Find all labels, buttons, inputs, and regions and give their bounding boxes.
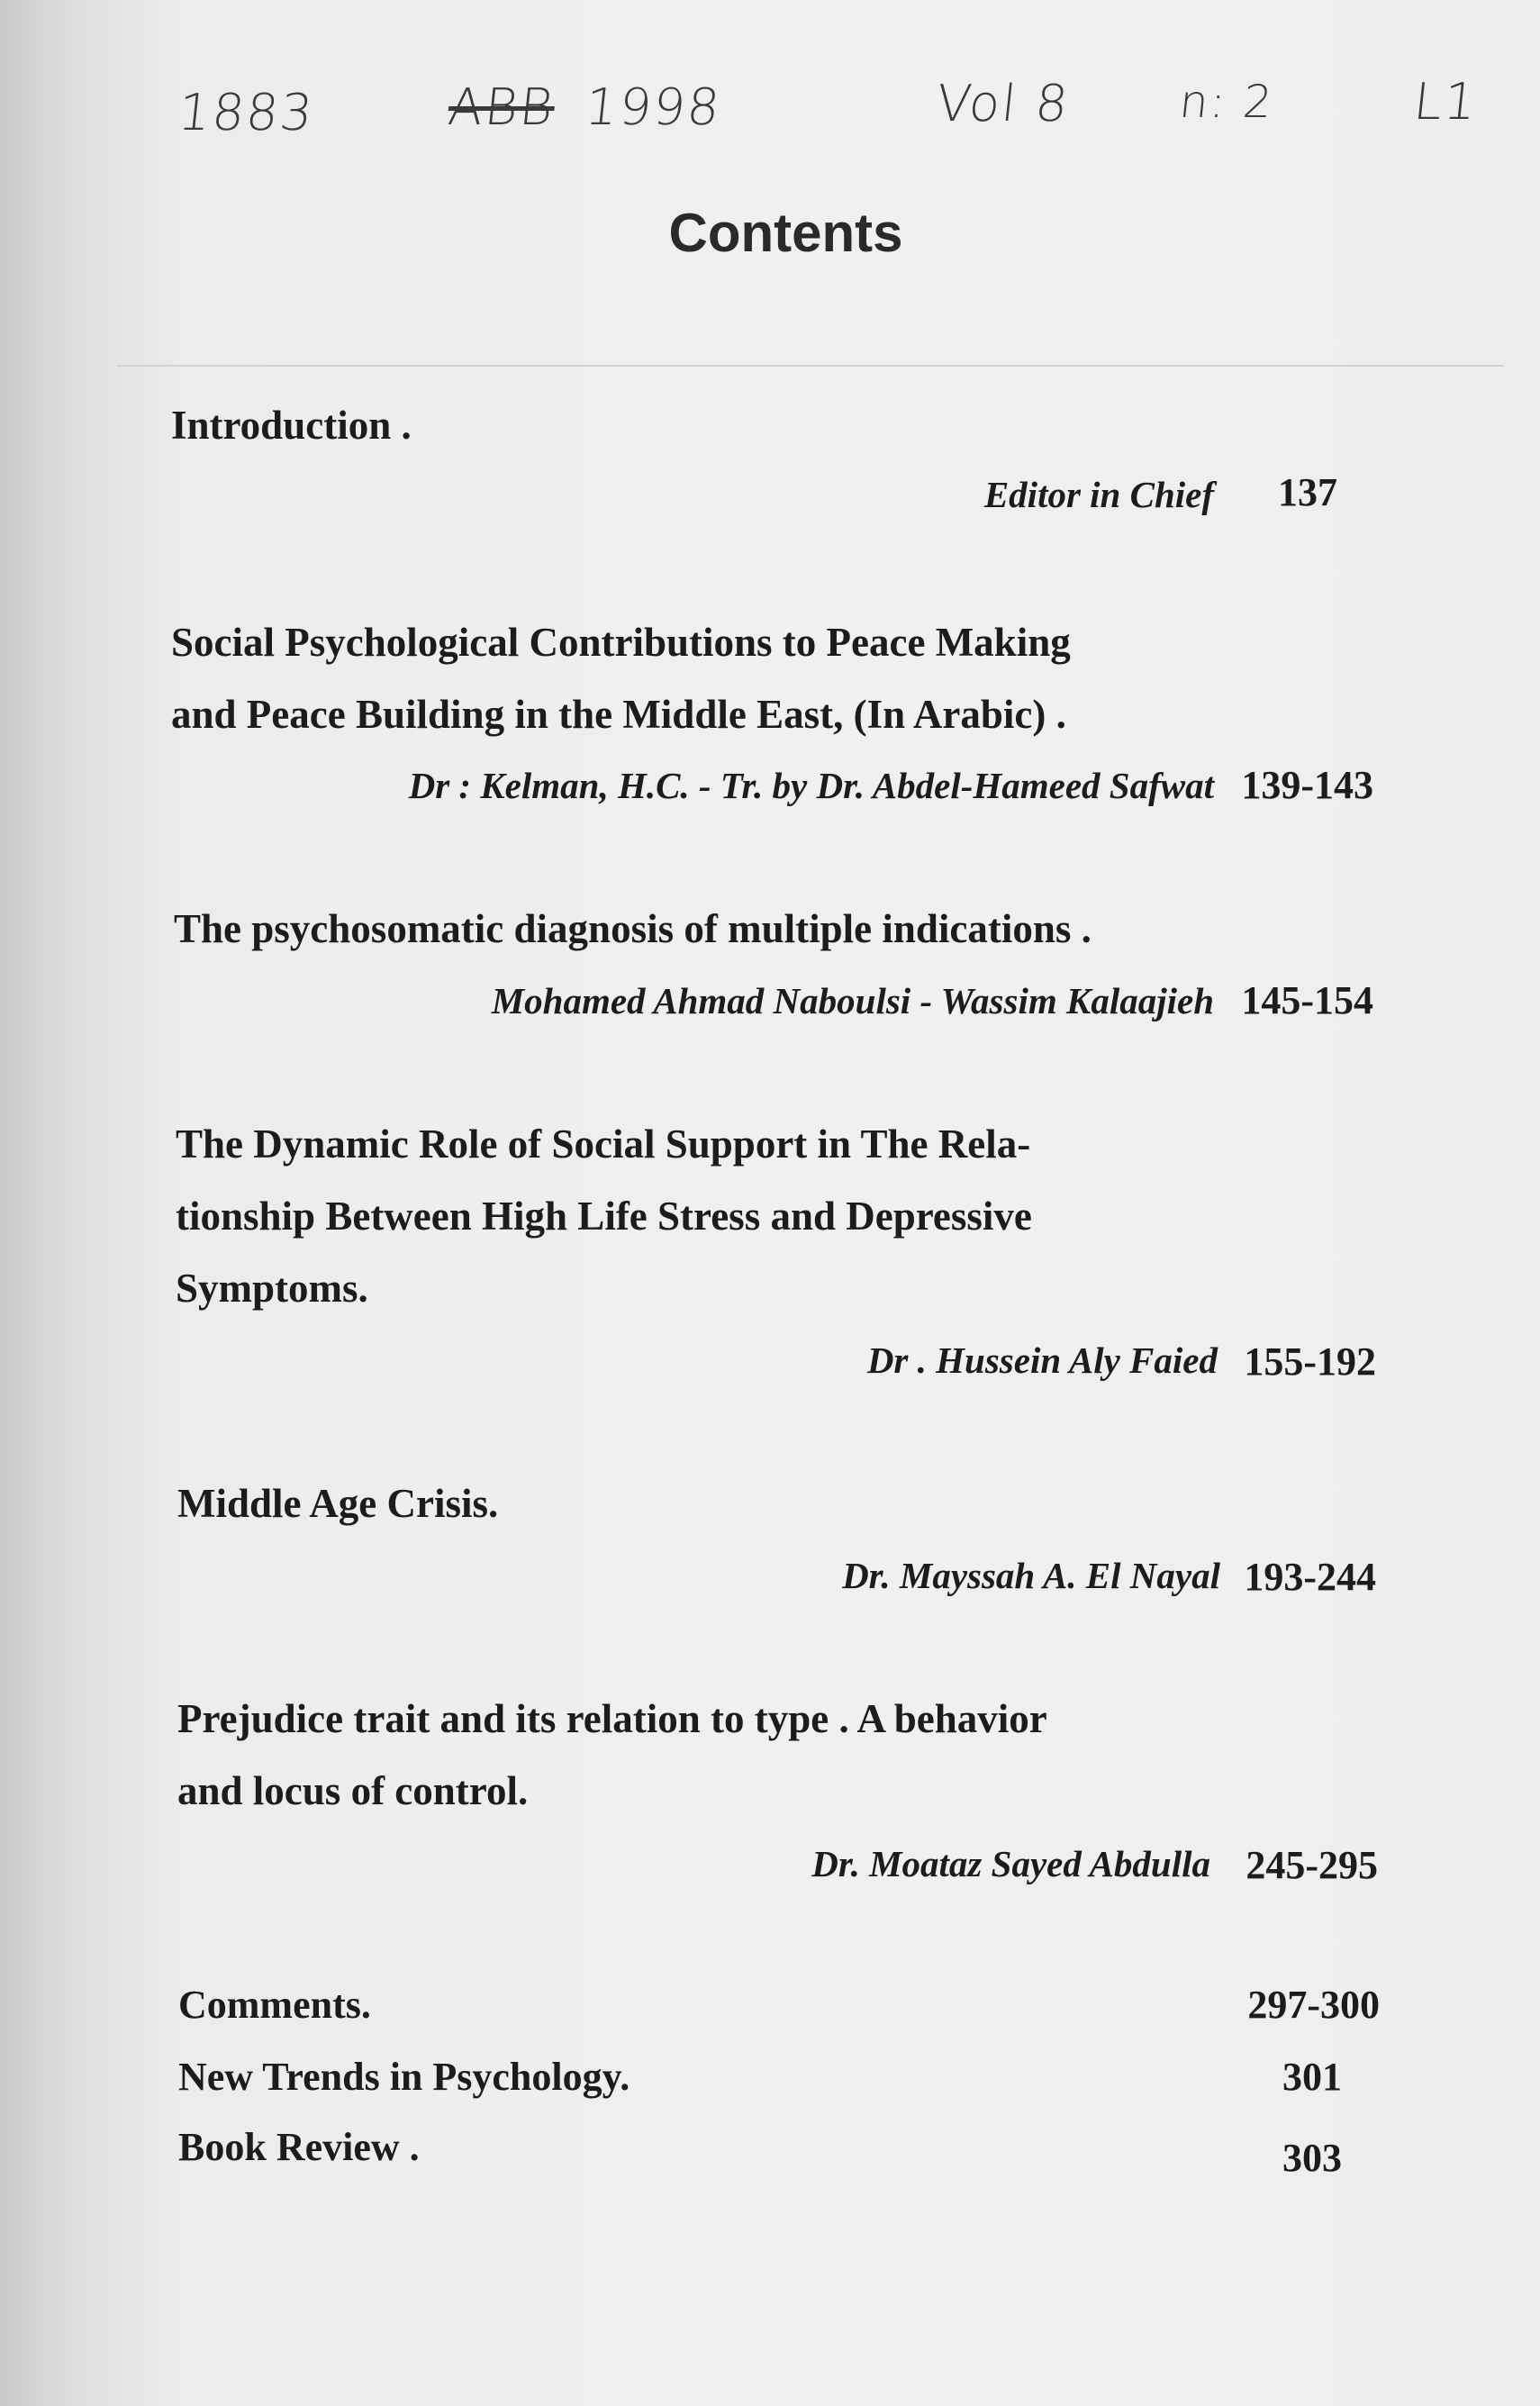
handwritten-accession-number: 1883 — [175, 84, 317, 142]
section-pages-book-review: 303 — [1282, 2136, 1342, 2180]
page-title: Contents — [668, 203, 903, 263]
entry-pages: 155-192 — [1244, 1339, 1376, 1384]
entry-pages: 139-143 — [1241, 763, 1373, 807]
entry-author: Dr. Mayssah A. El Nayal — [842, 1555, 1220, 1596]
entry-title-line: The Dynamic Role of Social Support in The Rela- — [176, 1121, 1031, 1167]
entry-title-line: and locus of control. — [177, 1768, 529, 1813]
section-pages-comments: 297-300 — [1247, 1983, 1380, 2027]
entry-author: Mohamed Ahmad Naboulsi - Wassim Kalaajieh — [491, 980, 1214, 1021]
section-label-book-review: Book Review . — [178, 2125, 420, 2169]
entry-pages: 145-154 — [1241, 978, 1373, 1022]
entry-title-line: Social Psychological Contributions to Peace Making — [171, 620, 1071, 665]
section-label-new-trends: New Trends in Psychology. — [178, 2055, 630, 2099]
handwritten-volume: Vol 8 — [933, 75, 1073, 133]
entry-author: Dr . Hussein Aly Faied — [866, 1339, 1218, 1381]
entry-title-line: and Peace Building in the Middle East, (In Arabic) . — [171, 692, 1066, 737]
section-label-comments: Comments. — [178, 1983, 371, 2027]
entry-title-line: Introduction . — [171, 403, 412, 448]
handwritten-issue: n: 2 — [1176, 76, 1277, 128]
handwritten-struck-code: ABB — [445, 78, 558, 137]
entry-title-line: The psychosomatic diagnosis of multiple indications . — [174, 906, 1092, 951]
entry-pages: 193-244 — [1244, 1555, 1376, 1599]
entry-pages: 245-295 — [1246, 1843, 1378, 1887]
entry-author: Editor in Chief — [983, 474, 1214, 515]
handwritten-year: 1998 — [582, 78, 724, 137]
entry-title-line: Prejudice trait and its relation to type . A behavior — [177, 1696, 1047, 1741]
entry-author: Dr : Kelman, H.C. - Tr. by Dr. Abdel-Hameed Safwat — [408, 765, 1214, 806]
entry-title-line: Symptoms. — [176, 1266, 368, 1311]
header-divider — [117, 365, 1504, 367]
entry-author: Dr. Moataz Sayed Abdulla — [811, 1843, 1210, 1884]
section-pages-new-trends: 301 — [1282, 2055, 1342, 2099]
handwritten-shelf-mark: L1 — [1410, 73, 1481, 132]
entry-title-line: tionship Between High Life Stress and Depressive — [176, 1194, 1032, 1239]
entry-title-line: Middle Age Crisis. — [177, 1481, 499, 1526]
entry-pages: 137 — [1278, 470, 1337, 514]
